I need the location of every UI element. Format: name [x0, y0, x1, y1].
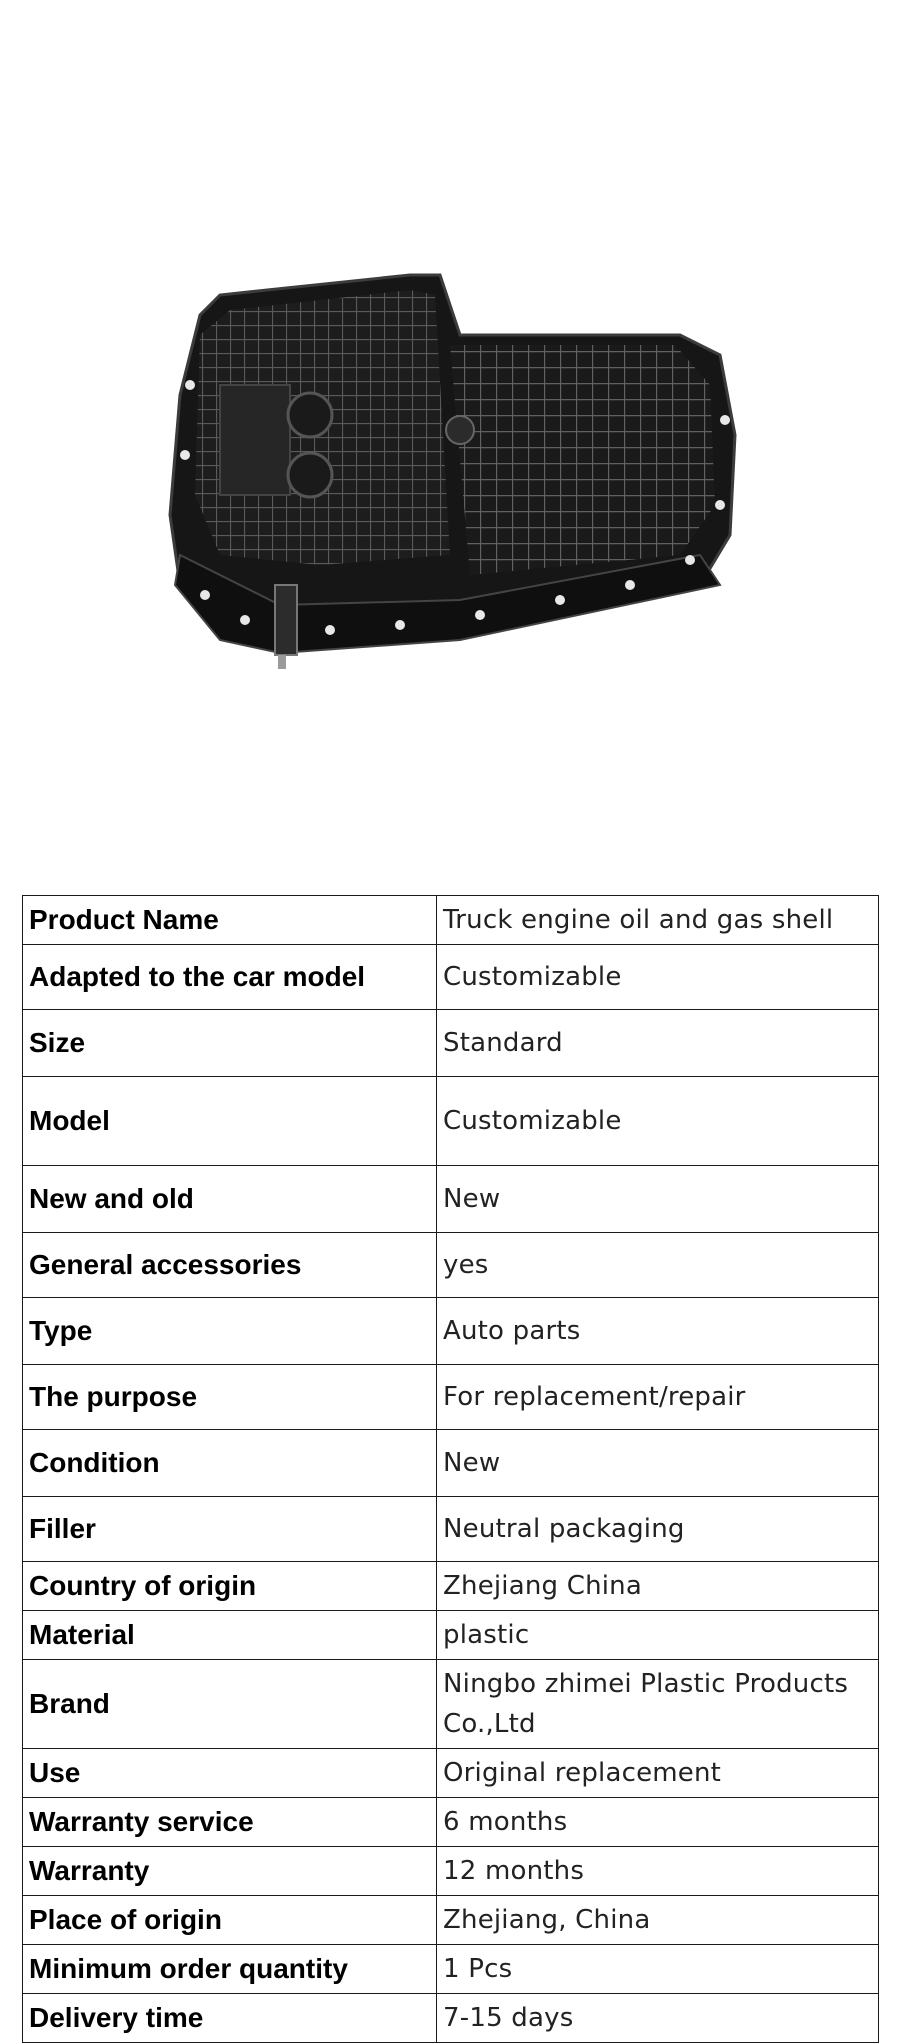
spec-value: Auto parts — [437, 1298, 879, 1365]
table-row — [23, 1430, 879, 1497]
spec-value: 1 Pcs — [437, 1945, 879, 1994]
table-row — [23, 1749, 879, 1798]
table-row — [23, 1994, 879, 2043]
table-row — [23, 1896, 879, 1945]
spec-key: Delivery time — [23, 1994, 437, 2043]
table-row — [23, 1660, 879, 1749]
spec-key: General accessories — [23, 1233, 437, 1298]
spec-value: Zhejiang China — [437, 1562, 879, 1611]
table-row — [23, 1166, 879, 1233]
spec-key: Condition — [23, 1430, 437, 1497]
table-row — [23, 1497, 879, 1562]
spec-key: Warranty service — [23, 1798, 437, 1847]
spec-key: Adapted to the car model — [23, 945, 437, 1010]
spec-value: Zhejiang, China — [437, 1896, 879, 1945]
table-row — [23, 1945, 879, 1994]
table-row — [23, 1233, 879, 1298]
spec-key: Use — [23, 1749, 437, 1798]
table-row — [23, 1847, 879, 1896]
spec-key: Material — [23, 1611, 437, 1660]
spec-key: The purpose — [23, 1365, 437, 1430]
spec-value: plastic — [437, 1611, 879, 1660]
spec-key: Country of origin — [23, 1562, 437, 1611]
spec-value: Ningbo zhimei Plastic Products Co.,Ltd — [437, 1660, 879, 1749]
spec-key: Product Name — [23, 896, 437, 945]
spec-key: Size — [23, 1010, 437, 1077]
spec-key: New and old — [23, 1166, 437, 1233]
table-row — [23, 1010, 879, 1077]
spec-key: Model — [23, 1077, 437, 1166]
spec-value: 6 months — [437, 1798, 879, 1847]
spec-key: Brand — [23, 1660, 437, 1749]
spec-key: Minimum order quantity — [23, 1945, 437, 1994]
spec-value: New — [437, 1430, 879, 1497]
oil-pan-image — [160, 255, 740, 675]
table-row — [23, 1798, 879, 1847]
table-row — [23, 1611, 879, 1660]
spec-key: Warranty — [23, 1847, 437, 1896]
spec-value: 12 months — [437, 1847, 879, 1896]
spec-value: Customizable — [437, 945, 879, 1010]
spec-value: 7-15 days — [437, 1994, 879, 2043]
spec-table — [22, 895, 879, 2043]
spec-key: Place of origin — [23, 1896, 437, 1945]
table-row — [23, 1298, 879, 1365]
spec-key: Type — [23, 1298, 437, 1365]
spec-value: Neutral packaging — [437, 1497, 879, 1562]
table-row — [23, 1562, 879, 1611]
table-row — [23, 1365, 879, 1430]
spec-value: For replacement/repair — [437, 1365, 879, 1430]
table-row — [23, 896, 879, 945]
table-row — [23, 1077, 879, 1166]
spec-value: Customizable — [437, 1077, 879, 1166]
spec-key: Filler — [23, 1497, 437, 1562]
spec-value: Standard — [437, 1010, 879, 1077]
spec-value: New — [437, 1166, 879, 1233]
spec-value: yes — [437, 1233, 879, 1298]
spec-value: Truck engine oil and gas shell — [437, 896, 879, 945]
spec-value: Original replacement — [437, 1749, 879, 1798]
table-row — [23, 945, 879, 1010]
